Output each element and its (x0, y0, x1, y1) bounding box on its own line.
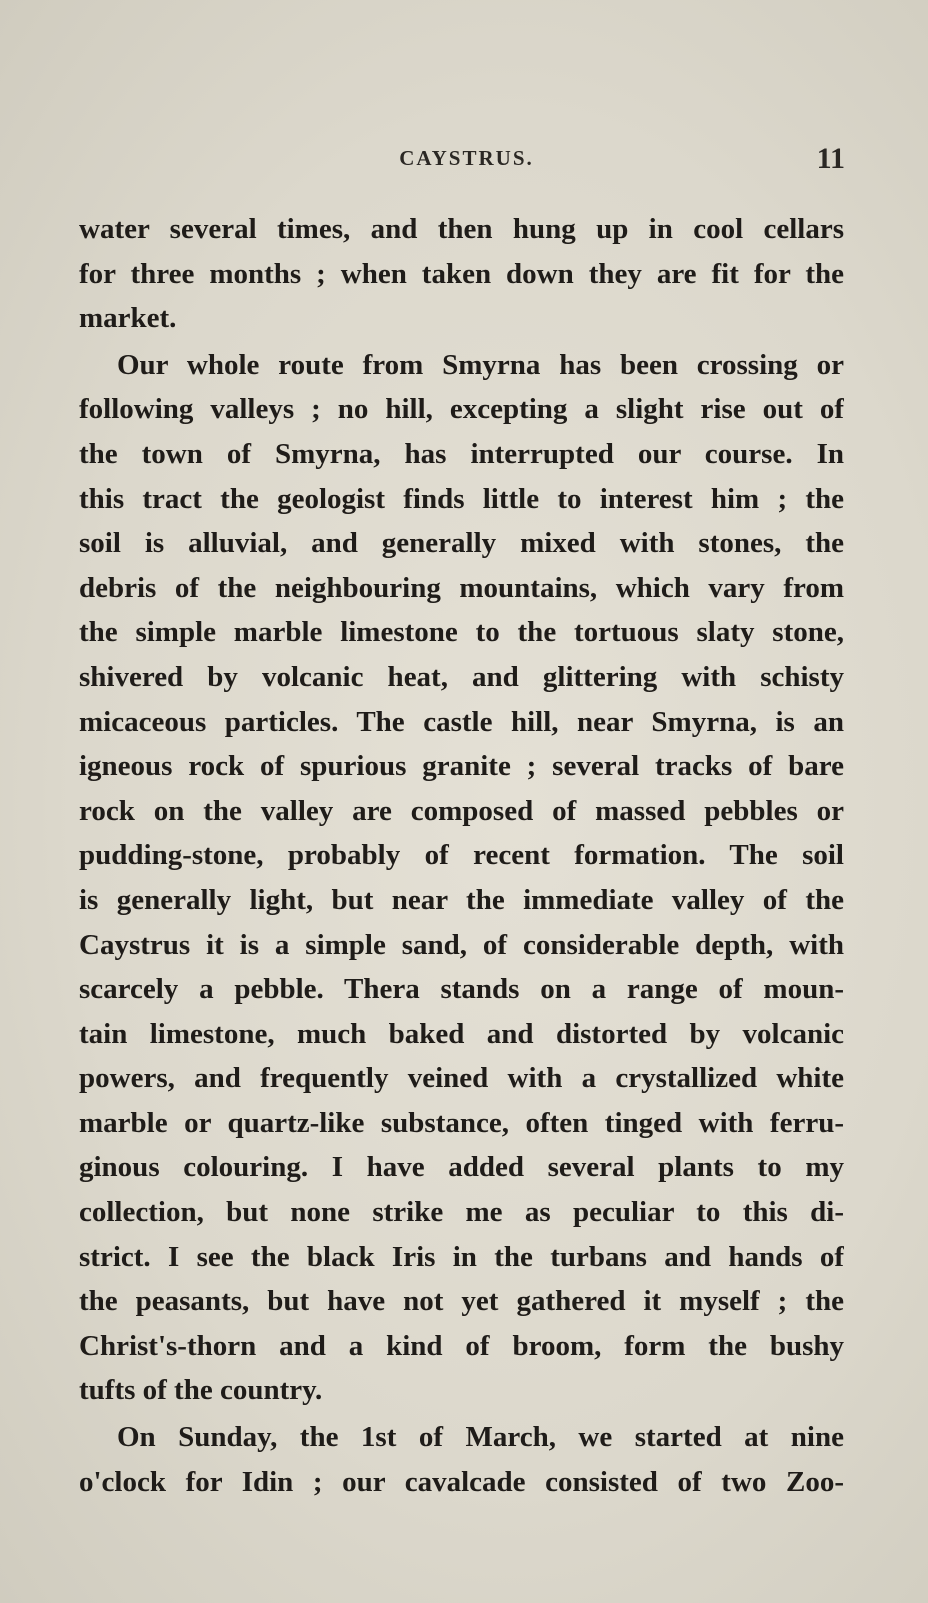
text-line: tain limestone, much baked and distorted by volcanic (79, 1017, 844, 1050)
text-line: tufts of the country. (79, 1374, 323, 1407)
text-line: collection, but none strike me as peculiar to this di- (79, 1196, 844, 1229)
text-line: micaceous particles. The castle hill, near Smyrna, is an (79, 705, 844, 738)
running-title: CAYSTRUS. (399, 146, 534, 170)
text-line: Christ's-thorn and a kind of broom, form the bushy (79, 1329, 844, 1362)
text-line: marble or quartz-like substance, often tinged with ferru- (79, 1106, 844, 1139)
text-line: igneous rock of spurious granite ; several tracks of bare (79, 750, 844, 783)
text-line: this tract the geologist finds little to interest him ; the (79, 482, 844, 515)
text-line: pudding-stone, probably of recent formation. The soil (79, 839, 844, 872)
text-line: rock on the valley are composed of massed pebbles or (79, 794, 844, 827)
text-line: ginous colouring. I have added several plants to my (79, 1151, 844, 1184)
text-line: market. (79, 302, 177, 335)
text-line: Our whole route from Smyrna has been crossing or (117, 348, 844, 381)
text-line: the town of Smyrna, has interrupted our course. In (79, 437, 844, 470)
paragraph (79, 1415, 844, 1504)
running-head (80, 142, 845, 182)
text-line: following valleys ; no hill, excepting a slight rise out of (79, 393, 844, 426)
paragraph (79, 207, 844, 341)
text-line: debris of the neighbouring mountains, which vary from (79, 571, 844, 604)
text-line: soil is alluvial, and generally mixed with stones, the (79, 527, 844, 560)
text-line: the peasants, but have not yet gathered it myself ; the (79, 1285, 844, 1318)
text-line: powers, and frequently veined with a crystallized white (79, 1062, 844, 1095)
body-text (79, 207, 844, 1504)
text-line: for three months ; when taken down they are fit for the (79, 257, 844, 290)
page-number: 11 (816, 142, 845, 175)
text-line: strict. I see the black Iris in the turbans and hands of (79, 1240, 844, 1273)
text-line: is generally light, but near the immediate valley of the (79, 883, 844, 916)
text-line: scarcely a pebble. Thera stands on a range of moun- (79, 973, 844, 1006)
text-line: o'clock for Idin ; our cavalcade consisted of two Zoo- (79, 1465, 844, 1498)
paragraph (79, 343, 844, 1413)
text-line: the simple marble limestone to the tortuous slaty stone, (79, 616, 844, 649)
text-line: shivered by volcanic heat, and glittering with schisty (79, 660, 844, 693)
text-line: water several times, and then hung up in cool cellars (79, 213, 844, 245)
text-line: Caystrus it is a simple sand, of considerable depth, with (79, 928, 844, 961)
text-line: On Sunday, the 1st of March, we started at nine (117, 1421, 844, 1454)
